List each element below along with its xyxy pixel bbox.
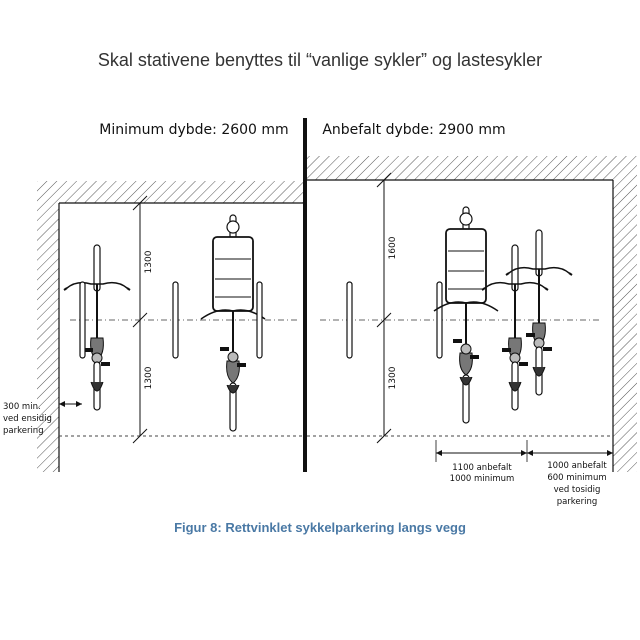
bike-rack bbox=[347, 282, 352, 358]
standard-bike bbox=[64, 245, 130, 410]
left-dim-lower: 1300 bbox=[144, 366, 154, 390]
side-clearance-dimension bbox=[59, 401, 82, 407]
wall-note-line-2: 600 minimum bbox=[547, 473, 607, 483]
left-panel-heading: Minimum dybde: 2600 mm bbox=[99, 122, 289, 138]
side-note-line-2: ved ensidig bbox=[3, 414, 52, 424]
diagram-title: Skal stativene benyttes til “vanlige sykler” og lastesykler bbox=[97, 50, 543, 70]
wall-note-line-4: parkering bbox=[556, 497, 598, 507]
cargo-bike bbox=[434, 207, 498, 423]
bike-spacing-dimension bbox=[436, 440, 527, 462]
bike-rack bbox=[173, 282, 178, 358]
right-dim-lower: 1300 bbox=[388, 366, 398, 390]
right-panel-heading: Anbefalt dybde: 2900 mm bbox=[322, 122, 506, 138]
left-panel-walls bbox=[37, 181, 303, 472]
bike-rack bbox=[80, 282, 85, 358]
spacing-note-line-2: 1000 minimum bbox=[449, 474, 515, 484]
side-note-line-1: 300 min. bbox=[3, 402, 41, 412]
left-dimension bbox=[70, 196, 300, 443]
bike-rack bbox=[257, 282, 262, 358]
right-dimension bbox=[320, 173, 600, 443]
figure-caption: Figur 8: Rettvinklet sykkelparkering langs vegg bbox=[174, 520, 466, 535]
right-dim-upper: 1600 bbox=[388, 236, 398, 260]
right-panel-walls bbox=[307, 156, 637, 472]
spacing-note-line-1: 1100 anbefalt bbox=[452, 463, 512, 473]
left-dim-upper: 1300 bbox=[144, 250, 154, 274]
bike-rack bbox=[437, 282, 442, 358]
side-note-line-3: parkering bbox=[3, 426, 44, 436]
cargo-bike bbox=[201, 215, 265, 431]
wall-note-line-1: 1000 anbefalt bbox=[547, 461, 607, 471]
wall-note-line-3: ved tosidig bbox=[553, 485, 601, 495]
wall-clearance-dimension bbox=[527, 440, 613, 462]
